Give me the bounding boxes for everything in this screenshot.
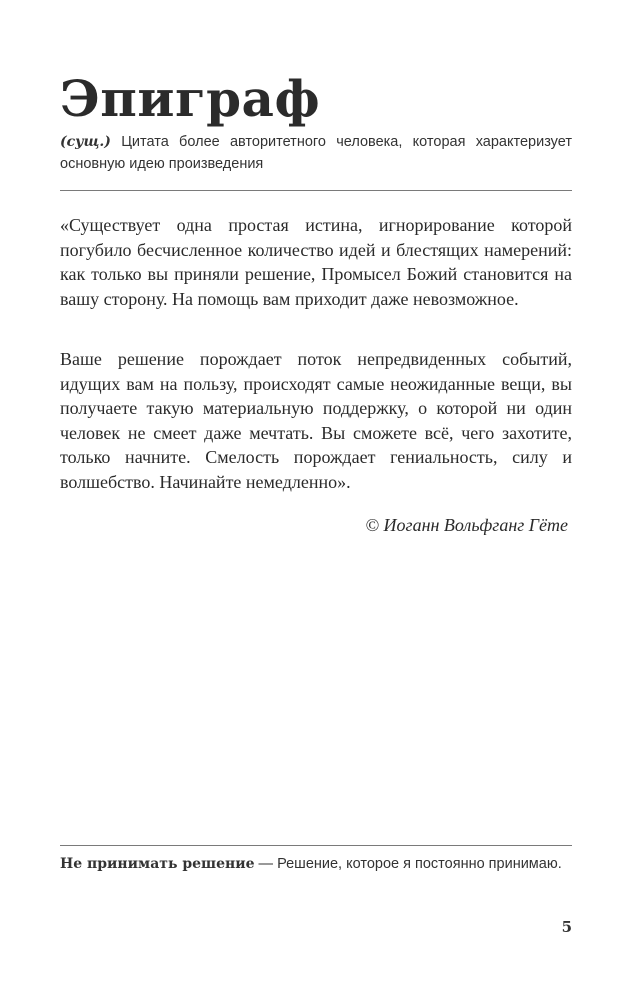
- quote-paragraph-1: «Существует одна простая истина, игнорирование которой погубило бесчисленное количество идей и блестящих намерений: как только вы приняли решение, Промысел Божий становится на вашу сторону. На помощь вам приходит даже невозможное.: [60, 215, 572, 309]
- quote-author: © Иоганн Вольфганг Гёте: [365, 515, 568, 535]
- footnote: [60, 853, 572, 875]
- part-of-speech: (сущ.): [60, 134, 111, 150]
- footnote-divider: [60, 845, 572, 846]
- top-divider: [60, 190, 572, 191]
- definition-text: Цитата более авторитетного человека, которая характеризует основную идею произведения: [60, 134, 572, 172]
- book-page: [60, 0, 572, 1000]
- footnote-definition: — Решение, которое я постоянно принимаю.: [254, 856, 562, 872]
- footnote-term: Не принимать решение: [60, 856, 255, 872]
- page-number: 5: [561, 918, 572, 936]
- title-definition: [60, 131, 572, 175]
- page-title: Эпиграф: [60, 69, 321, 128]
- quote-paragraph-2: Ваше решение порождает поток непредвиденных событий, идущих вам на пользу, происходят самые неожиданные вещи, вы получаете такую материальную поддержку, о которой ни один человек не смеет даже мечтать. Вы сможете всё, чего захотите, только начните. Смелость порождает гениальность, силу и волшебство. Начинайте немедленно».: [60, 349, 572, 492]
